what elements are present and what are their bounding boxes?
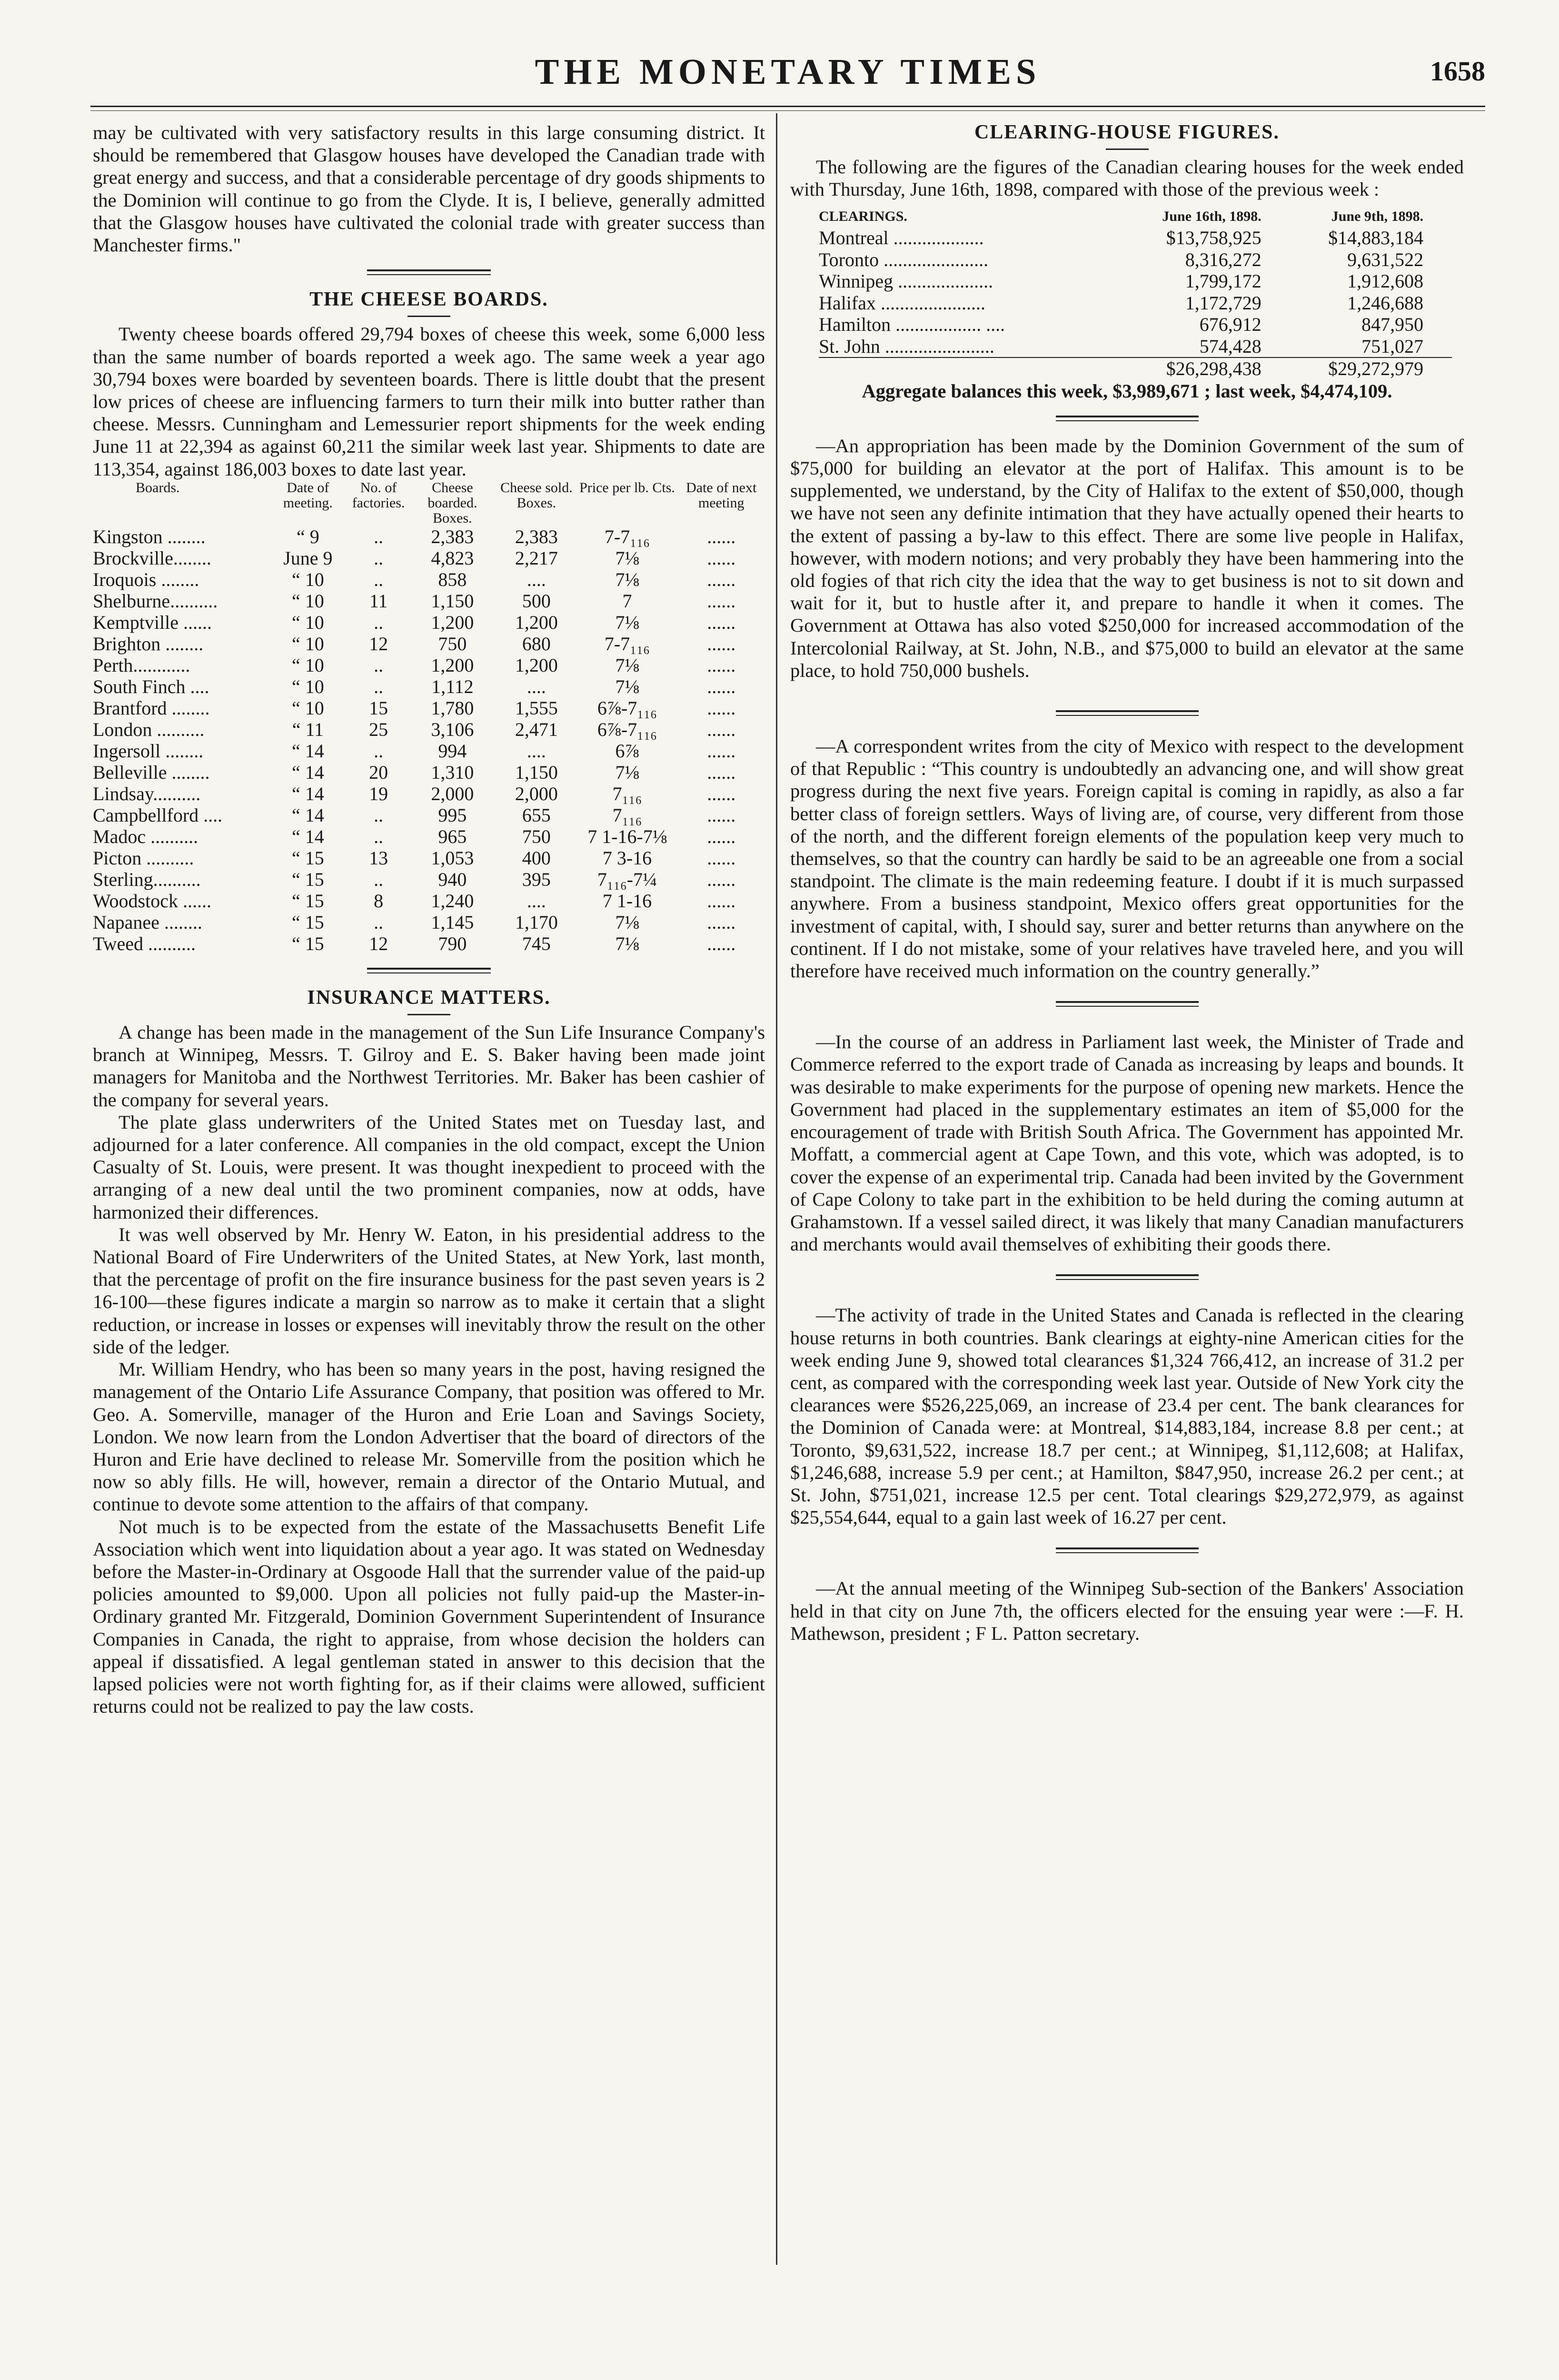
table-cell: “ 14 — [291, 761, 324, 783]
table-cell: 15 — [369, 697, 388, 719]
table-cell: Montreal ................... — [819, 227, 984, 249]
table-cell: Picton .......... — [93, 847, 194, 869]
table-cell: “ 14 — [291, 804, 324, 826]
table-cell: 6⅞-7₁₁₆ — [597, 697, 657, 719]
table-cell: ...... — [707, 590, 736, 612]
table-cell: Madoc .......... — [93, 825, 199, 847]
table-cell: ...... — [707, 675, 736, 697]
news-item: —A correspondent writes from the city of Mexico with respect to the development of that Republic : “This country is undoubtedly an advancing one, and will show great progress during the next five years. Foreign capital is coming in rapidly, as also a far better class of foreign settlers. Ways of living are, of course, very different from those of the north, and the different foreign elements of the population keep very much to themselves, so that the country can hardly be said to be an agreeable one from a social standpoint. The climate is the main redeeming feature. I doubt if it is much surpassed anywhere. From a business standpoint, Mexico offers great opportunities for the investment of capital, with, I should say, surer and better returns than anywhere on the continent. If I do not mistake, some of your relatives have traveled here, and you will therefore have received much information on the country generally.” — [790, 735, 1464, 982]
table-cell: “ 11 — [292, 718, 324, 740]
table-cell: ...... — [707, 847, 736, 869]
table-cell: .. — [374, 568, 384, 590]
table-header-cell: Price per lb. Cts. — [579, 479, 675, 496]
table-cell: 1,170 — [515, 911, 558, 933]
table-cell: Napanee ........ — [93, 911, 202, 933]
table-cell: Brantford ........ — [93, 697, 210, 719]
table-cell: 3,106 — [431, 718, 474, 740]
insurance-paragraph: Not much is to be expected from the estate of the Massachusetts Benefit Life Association which went into liquidation about a year ago. It was stated on Wednesday before the Master-in-Ordinary at Osgoode Hall that the surrender value of the paid-up policies amounted to $9,000. Upon all policies not fully paid-up the Master-in-Ordinary granted Mr. Fitzgerald, Dominion Government Superintendent of Insurance Companies in Canada, the right to appraise, from whose decision the holders can appeal if dissatisfied. A legal gentleman stated in answer to this decision that the lapsed policies were not worth fighting for, as if their claims were allowed, sufficient returns could not be realized to pay the law costs. — [93, 1516, 765, 1717]
table-cell: ...... — [707, 568, 736, 590]
table-cell: 995 — [438, 804, 467, 826]
table-cell: 7 1-16-7⅛ — [587, 825, 667, 847]
table-cell: ...... — [707, 526, 736, 547]
table-row — [93, 783, 765, 804]
table-cell: .. — [374, 804, 384, 826]
table-cell: 676,912 — [1199, 314, 1261, 336]
table-cell: .. — [374, 611, 384, 633]
table-cell: ...... — [707, 654, 736, 676]
table-cell: 7 — [622, 590, 632, 612]
table-cell: 1,150 — [431, 590, 474, 612]
table-cell: ...... — [707, 633, 736, 654]
table-cell: 7⅛ — [615, 911, 639, 933]
table-cell: “ 10 — [291, 568, 324, 590]
table-cell: .... — [526, 675, 546, 697]
table-cell: 7⅛ — [615, 654, 639, 676]
table-cell: Halifax ...................... — [819, 292, 985, 314]
table-cell: “ 9 — [296, 526, 319, 547]
table-cell: “ 10 — [291, 654, 324, 676]
table-cell: 745 — [522, 932, 551, 954]
table-row — [819, 227, 1452, 249]
table-cell: 1,310 — [431, 761, 474, 783]
table-cell: 2,000 — [515, 783, 558, 804]
table-cell: $14,883,184 — [1328, 227, 1424, 249]
table-cell: 1,912,608 — [1347, 270, 1424, 292]
table-cell: 1,200 — [515, 654, 558, 676]
table-cell: 13 — [369, 847, 388, 869]
table-header-cell: Boards. — [136, 479, 180, 496]
table-cell: 395 — [522, 868, 551, 890]
table-cell: 858 — [438, 568, 467, 590]
table-row — [93, 933, 765, 954]
table-cell: 6⅞ — [615, 740, 639, 762]
table-row — [819, 314, 1452, 336]
aggregate-balances: Aggregate balances this week, $3,989,671 ; last week, $4,474,109. — [862, 380, 1392, 402]
table-cell: 1,780 — [431, 697, 474, 719]
table-cell: 965 — [438, 825, 467, 847]
table-cell: ...... — [707, 547, 736, 569]
news-item: —An appropriation has been made by the Dominion Government of the sum of $75,000 for building an elevator at the port of Halifax. This amount is to be supplemented, we understand, by the City of Halifax to the extent of $50,000, though we have not seen any definite intimation that they have actually opened their hearts to the extent of passing a by-law to this effect. There are some live people in Halifax, however, with modern notions; and very probably they have been hammering into the old fogies of that rich city the idea that the way to get business is not to sit down and wait for it, but to hustle after it, and prepare to handle it when it comes. The Government at Ottawa has also voted $250,000 for increased accommodation of the Intercolonial Railway, at St. John, N.B., and $75,000 to build an elevator at the same place, to hold 750,000 bushels. — [790, 435, 1464, 681]
heading-rule — [1106, 149, 1149, 150]
table-cell: ...... — [707, 868, 736, 890]
table-cell: South Finch .... — [93, 675, 209, 697]
table-cell: .. — [374, 675, 384, 697]
table-cell: 1,053 — [431, 847, 474, 869]
table-cell: 12 — [369, 932, 388, 954]
table-row — [93, 697, 765, 719]
table-cell: 994 — [438, 740, 467, 762]
table-row — [93, 633, 765, 654]
table-cell: 750 — [522, 825, 551, 847]
table-cell: Winnipeg .................... — [819, 270, 993, 292]
table-row — [93, 719, 765, 740]
table-header-cell: June 9th, 1898. — [1331, 208, 1424, 224]
table-cell: 1,799,172 — [1185, 270, 1261, 292]
table-cell: .. — [374, 911, 384, 933]
table-cell: “ 10 — [291, 697, 324, 719]
table-cell: 940 — [438, 868, 467, 890]
table-cell: .... — [526, 568, 546, 590]
table-cell: 7 3-16 — [602, 847, 652, 869]
table-cell: 1,150 — [515, 761, 558, 783]
table-cell: .. — [374, 740, 384, 762]
table-header-cell: Cheese boarded. Boxes. — [427, 479, 477, 526]
table-cell: ...... — [707, 825, 736, 847]
insurance-heading: INSURANCE MATTERS. — [307, 986, 551, 1009]
table-cell: 1,240 — [431, 890, 474, 912]
table-cell: .. — [374, 547, 384, 569]
table-cell: .. — [374, 526, 384, 547]
table-cell: ...... — [707, 761, 736, 783]
table-cell: 8,316,272 — [1185, 248, 1261, 270]
clearing-house-table — [819, 206, 1452, 380]
table-cell: “ 10 — [291, 675, 324, 697]
masthead — [90, 51, 1485, 104]
masthead-rule-thin — [90, 110, 1485, 111]
left-column — [93, 121, 765, 1717]
table-cell: 6⅞-7₁₁₆ — [597, 718, 657, 740]
table-row — [93, 826, 765, 847]
news-item: —In the course of an address in Parliament last week, the Minister of Trade and Commerce referred to the export trade of Canada as increasing by leaps and bounds. It was desirable to make experiments for the purpose of opening new markets. Hence the Government had placed in the supplementary estimates an item of $5,000 for the encouragement of trade with British South Africa. The Government has appointed Mr. Moffatt, a commercial agent at Cape Town, and this vote, which was adopted, is to cover the expense of an experimental trip. Canada had been invited by the Government of Cape Colony to take part in the exhibition to be held during the coming autumn at Grahamstown. If a vessel sailed direct, it was likely that many Canadian manufacturers and merchants would avail themselves of exhibiting their goods there. — [790, 1031, 1464, 1255]
clearing-house-intro: The following are the figures of the Canadian clearing houses for the week ended with Thursday, June 16th, 1898, compared with those of the previous week : — [790, 156, 1464, 200]
continued-article: may be cultivated with very satisfactory results in this large consuming district. It should be remembered that Glasgow houses have developed the Canadian trade with great energy and success, and that a considerable percentage of dry goods shipments to the Dominion will continue to go from the Clyde. It is, I believe, generally admitted that the Glasgow houses have cultivated the colonial trade with greater success than Manchester firms." — [93, 122, 765, 256]
table-cell: Belleville ........ — [93, 761, 210, 783]
table-cell: Campbellford .... — [93, 804, 223, 826]
insurance-paragraph: The plate glass underwriters of the United States met on Tuesday last, and adjourned for a later conference. All companies in the old compact, except the Union Casualty of St. Louis, were present. It was thought inexpedient to proceed with the arranging of a new deal until the two prominent companies, now at odds, have harmonized their differences. — [93, 1111, 765, 1223]
table-cell: .. — [374, 654, 384, 676]
table-cell: Sterling.......... — [93, 868, 201, 890]
table-cell: 7-7₁₁₆ — [604, 526, 650, 547]
table-header-cell: June 16th, 1898. — [1162, 208, 1261, 224]
table-cell: 680 — [522, 633, 551, 654]
table-row — [93, 912, 765, 933]
clearing-table-body — [819, 227, 1452, 357]
table-cell: ...... — [707, 783, 736, 804]
news-item: —The activity of trade in the United States and Canada is reflected in the clearing house returns in both countries. Bank clearings at eighty-nine American cities for the week ending June 9, showed total clearances $1,324 766,412, an increase of 31.2 per cent, as compared with the corresponding week last year. Outside of New York city the clearances were $526,225,069, an increase of 23.4 per cent. The bank clearances for the Dominion of Canada were: at Montreal, $14,883,184, increase 8.8 per cent.; at Toronto, $9,631,522, increase 18.7 per cent.; at Winnipeg, $1,112,608; at Halifax, $1,246,688, increase 5.9 per cent.; at Hamilton, $847,950, increase 26.2 per cent.; at St. John, $751,021, increase 12.5 per cent. Total clearings $29,272,979, as against $25,554,644, equal to a gain last week of 16.27 per cent. — [790, 1304, 1464, 1528]
table-header-row — [819, 206, 1452, 228]
column-divider — [776, 113, 777, 2265]
table-row — [93, 869, 765, 890]
section-divider — [1056, 710, 1199, 716]
table-cell: “ 10 — [291, 633, 324, 654]
table-cell: ...... — [707, 740, 736, 762]
table-row — [93, 847, 765, 869]
table-cell: .. — [374, 825, 384, 847]
table-cell: 500 — [522, 590, 551, 612]
table-cell: 1,246,688 — [1347, 292, 1424, 314]
table-cell: 2,217 — [515, 547, 558, 569]
table-row — [93, 612, 765, 633]
cheese-boards-paragraph: Twenty cheese boards offered 29,794 boxes of cheese this week, some 6,000 less than the same number of boards reported a week ago. The same week a year ago 30,794 boxes were boarded by seventeen boards. There is little doubt that the present low prices of cheese are influencing farmers to turn their milk into butter rather than cheese. Messrs. Cunningham and Lemessurier report shipments for the week ending June 11 at 22,394 as against 60,211 the similar week last year. Shipments to date are 113,354, against 186,003 boxes to date last year. — [93, 323, 765, 480]
table-cell: 7⅛ — [615, 761, 639, 783]
table-row — [93, 804, 765, 826]
table-cell: ...... — [707, 890, 736, 912]
table-cell: .... — [526, 740, 546, 762]
table-row — [819, 336, 1452, 358]
table-cell: Kingston ........ — [93, 526, 206, 547]
section-divider — [367, 968, 491, 973]
table-cell: “ 14 — [291, 740, 324, 762]
table-cell: Tweed .......... — [93, 932, 196, 954]
table-header-cell: No. of factories. — [352, 479, 405, 511]
table-cell: June 9 — [283, 547, 333, 569]
table-cell: 7₁₁₆ — [612, 783, 642, 804]
table-cell: 7₁₁₆-7¼ — [597, 868, 657, 890]
table-cell: 7⅛ — [615, 932, 639, 954]
table-cell: 8 — [374, 890, 384, 912]
table-cell: “ 15 — [291, 890, 324, 912]
section-divider — [1056, 1547, 1199, 1553]
table-row — [93, 740, 765, 762]
table-cell: 4,823 — [431, 547, 474, 569]
section-divider — [1056, 1001, 1199, 1007]
table-cell: 2,000 — [431, 783, 474, 804]
cheese-table-body — [93, 526, 765, 954]
table-cell: St. John ....................... — [819, 335, 994, 357]
table-cell: ...... — [707, 611, 736, 633]
table-cell: ...... — [707, 932, 736, 954]
heading-rule — [407, 1014, 450, 1015]
heading-rule — [407, 316, 450, 317]
table-cell: 574,428 — [1199, 335, 1261, 357]
table-cell: Shelburne.......... — [93, 590, 218, 612]
table-cell: 1,555 — [515, 697, 558, 719]
table-cell: Brighton ........ — [93, 633, 204, 654]
table-row — [93, 547, 765, 569]
table-cell: 2,471 — [515, 718, 558, 740]
section-divider — [1056, 416, 1199, 421]
table-header-cell: CLEARINGS. — [819, 208, 907, 224]
cheese-boards-heading: THE CHEESE BOARDS. — [309, 288, 548, 311]
news-item: —At the annual meeting of the Winnipeg Sub-section of the Bankers' Association held in that city on June 7th, the officers elected for the ensuing year were :—F. H. Mathewson, president ; F L. Patton secretary. — [790, 1577, 1464, 1644]
table-header-cell: Cheese sold. Boxes. — [500, 479, 573, 511]
insurance-paragraph: It was well observed by Mr. Henry W. Eaton, in his presidential address to the National Board of Fire Underwriters of the United States, at New York, last month, that the percentage of profit on the fire insurance business for the past seven years is 2 16-100—these figures indicate a margin so narrow as to make it certain that a slight reduction, or increase in losses or expenses will inevitably throw the result on the other side of the ledger. — [93, 1223, 765, 1358]
table-cell: “ 15 — [291, 932, 324, 954]
table-cell: Kemptville ...... — [93, 611, 212, 633]
table-cell: 847,950 — [1361, 314, 1424, 336]
table-cell: 750 — [438, 633, 467, 654]
table-cell: 1,200 — [515, 611, 558, 633]
table-cell: 751,027 — [1361, 335, 1424, 357]
table-cell: Perth............ — [93, 654, 190, 676]
table-cell: Brockville........ — [93, 547, 211, 569]
table-cell: “ 15 — [291, 847, 324, 869]
totals-row — [819, 357, 1452, 380]
table-cell: Toronto ...................... — [819, 248, 989, 270]
table-cell: 2,383 — [431, 526, 474, 547]
table-cell: 7⅛ — [615, 547, 639, 569]
section-divider — [1056, 1274, 1199, 1280]
table-row — [93, 526, 765, 547]
table-header-cell: Date of meeting. — [283, 479, 333, 511]
insurance-paragraph: Mr. William Hendry, who has been so many years in the post, having resigned the management of the Ontario Life Assurance Company, that position was offered to Mr. Geo. A. Somerville, manager of the Huron and Erie Loan and Savings Society, London. We now learn from the London Advertiser that the board of directors of the Huron and Erie have declined to release Mr. Somerville from the position which he now so ably fills. He will, however, remain a director of the Ontario Mutual, and continue to devote some attention to the affairs of that company. — [93, 1359, 765, 1515]
table-cell: 11 — [369, 590, 388, 612]
table-row — [819, 292, 1452, 314]
table-cell: 1,145 — [431, 911, 474, 933]
table-cell: 12 — [369, 633, 388, 654]
right-column — [790, 121, 1464, 1645]
table-cell: $26,298,438 — [1122, 357, 1290, 380]
table-row — [93, 654, 765, 676]
table-cell — [819, 357, 1122, 380]
table-cell: $13,758,925 — [1166, 227, 1261, 249]
table-cell: 790 — [438, 932, 467, 954]
table-cell: 1,200 — [431, 611, 474, 633]
table-row — [93, 569, 765, 590]
table-cell: 25 — [369, 718, 388, 740]
table-cell: 7⅛ — [615, 568, 639, 590]
table-cell: $29,272,979 — [1290, 357, 1452, 380]
table-cell: 20 — [369, 761, 388, 783]
table-row — [819, 270, 1452, 292]
section-divider — [367, 269, 491, 275]
table-cell: 9,631,522 — [1347, 248, 1424, 270]
table-row — [93, 590, 765, 612]
table-cell: Hamilton .................. .... — [819, 314, 1005, 336]
table-row — [93, 676, 765, 697]
table-cell: 7-7₁₁₆ — [604, 633, 650, 654]
cheese-boards-table — [93, 480, 765, 954]
table-cell: 7⅛ — [615, 675, 639, 697]
table-cell: 2,383 — [515, 526, 558, 547]
page-number: 1658 — [1430, 56, 1485, 87]
table-cell: London .......... — [93, 718, 205, 740]
table-cell: “ 15 — [291, 868, 324, 890]
table-cell: 1,200 — [431, 654, 474, 676]
table-cell: 1,172,729 — [1185, 292, 1261, 314]
table-header-cell: Date of next meeting — [686, 479, 757, 511]
table-cell: 7⅛ — [615, 611, 639, 633]
table-cell: .. — [374, 868, 384, 890]
table-row — [93, 890, 765, 912]
table-header-row — [93, 480, 765, 526]
table-cell: Lindsay.......... — [93, 783, 201, 804]
table-cell: ...... — [707, 804, 736, 826]
newspaper-title: THE MONETARY TIMES — [535, 52, 1041, 92]
table-cell: 7₁₁₆ — [612, 804, 642, 826]
table-cell: “ 14 — [291, 825, 324, 847]
table-cell: 400 — [522, 847, 551, 869]
table-cell: “ 10 — [291, 611, 324, 633]
table-cell: Iroquois ........ — [93, 568, 199, 590]
table-cell: “ 14 — [291, 783, 324, 804]
clearing-house-heading: CLEARING-HOUSE FIGURES. — [974, 121, 1280, 143]
table-cell: 1,112 — [431, 675, 474, 697]
table-cell: Ingersoll ........ — [93, 740, 204, 762]
table-cell: ...... — [707, 718, 736, 740]
table-cell: 7 1-16 — [602, 890, 652, 912]
insurance-paragraph: A change has been made in the management of the Sun Life Insurance Company's branch at Winnipeg, Messrs. T. Gilroy and E. S. Baker having been made joint managers for Manitoba and the Northwest Territories. Mr. Baker has been cashier of the company for several years. — [93, 1021, 765, 1111]
table-cell: .... — [526, 890, 546, 912]
table-cell: ...... — [707, 697, 736, 719]
table-cell: Woodstock ...... — [93, 890, 211, 912]
table-cell: ...... — [707, 911, 736, 933]
masthead-rule — [90, 106, 1485, 107]
table-row — [819, 249, 1452, 271]
table-cell: “ 15 — [291, 911, 324, 933]
table-cell: “ 10 — [291, 590, 324, 612]
table-cell: 19 — [369, 783, 388, 804]
table-cell: 655 — [522, 804, 551, 826]
table-row — [93, 762, 765, 783]
